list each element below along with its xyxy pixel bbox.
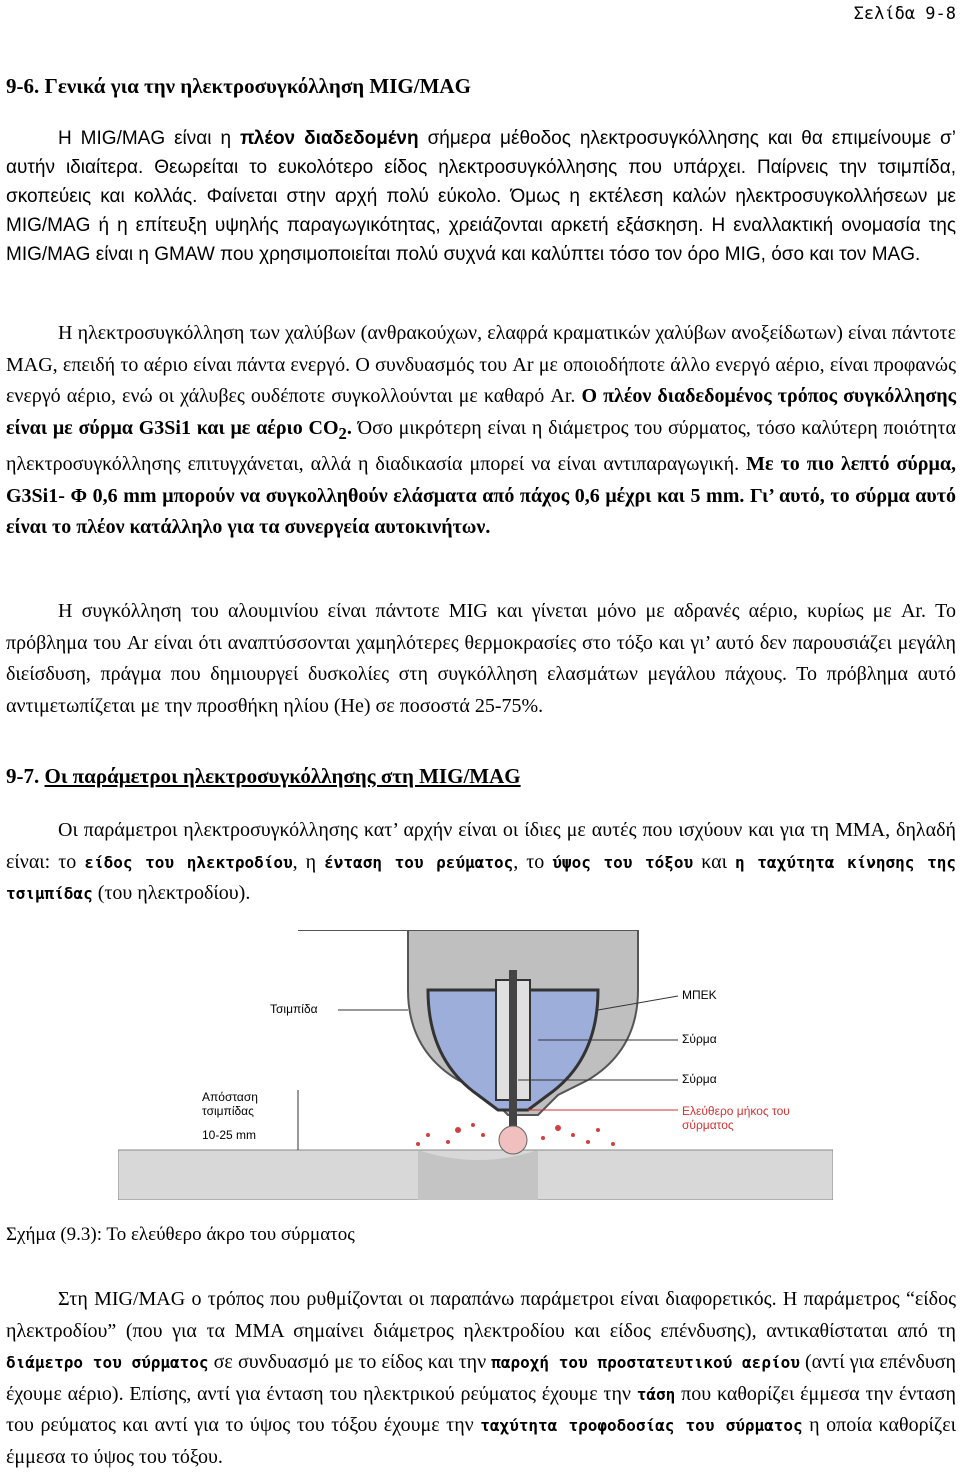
figure-9-3 bbox=[6, 922, 956, 1262]
text-run: , η bbox=[292, 850, 325, 873]
welding-torch-diagram bbox=[118, 930, 833, 1200]
subscript: 2 bbox=[338, 423, 347, 443]
text-run: (αντί για επένδυση έχουμε αέριο). Επίσης, αντί για ένταση του ηλεκτρικού ρεύματος έχουμε την bbox=[6, 1351, 957, 1405]
text-run: η οποία καθορίζει έμμεσα το ύψος του τόξου. bbox=[6, 1414, 956, 1468]
label-sleeve: Σύρμα bbox=[682, 1032, 717, 1046]
label-torch: Τσιμπίδα bbox=[270, 1002, 318, 1016]
section-number: 9-7. bbox=[6, 764, 45, 788]
section-96-paragraph-1 bbox=[6, 124, 956, 269]
section-96-title: 9-6. Γενικά για την ηλεκτροσυγκόλληση MIG/MAG bbox=[6, 74, 471, 98]
emphasis: διάμετρο του σύρματος bbox=[6, 1353, 209, 1372]
text-run: σε συνδυασμό με το είδος και την bbox=[208, 1351, 492, 1373]
emphasis: ένταση του ρεύματος bbox=[324, 852, 514, 872]
text-run: Η συγκόλληση του αλουμινίου είναι πάντοτε MIG και γίνεται μόνο με αδρανές αέριο, κυρίως με Ar. Το πρόβλημα του Ar είναι ότι αναπτύσσονται χαμηλότερες θερμοκρασίες στο τόξο και γι’ αυτό δεν παρουσιάζει μεγάλη διείσδυση, πράγμα που δημιουργεί δυσκολίες στη συγκόλληση ελασμάτων μεγάλου πάχους. Το πρόβλημα αυτό αντιμετωπίζεται με την προσθήκη ηλίου (He) σε ποσοστά 25-75%. bbox=[6, 600, 956, 717]
text-run: Η MIG/MAG είναι η bbox=[58, 128, 240, 149]
section-title-text: Οι παράμετροι ηλεκτροσυγκόλλησης στη MIG/MAG bbox=[44, 764, 521, 788]
emphasis: η ταχύτητα κίνησης της τσιμπίδας bbox=[6, 852, 956, 903]
emphasis: παροχή του προστατευτικού αερίου bbox=[491, 1353, 800, 1372]
label-distance-range: 10-25 mm bbox=[202, 1128, 257, 1142]
emphasis: ύψος του τόξου bbox=[552, 852, 694, 872]
label-free-wire-length: Ελεύθερο μήκος του σύρματος bbox=[682, 1104, 790, 1132]
label-torch-distance: Απόσταση τσιμπίδας bbox=[202, 1090, 258, 1118]
text-run: Η ηλεκτροσυγκόλληση των χαλύβων (ανθρακούχων, ελαφρά κραματικών χαλύβων ανοξείδωτων) είναι πάντοτε MAG, επειδή το αέριο είναι πάντα ενεργό. Ο συνδυασμός του Ar με οποιοδήποτε άλλο ενεργό αέριο, είναι προφανώς ενεργό αέριο, ενώ οι χάλυβες ουδέποτε συγκολλούνται με καθαρό Ar. bbox=[6, 322, 956, 407]
emphasis: ταχύτητα τροφοδοσίας του σύρματος bbox=[480, 1416, 803, 1435]
emphasis: είδος του ηλεκτροδίου bbox=[84, 852, 293, 872]
text-run: , το bbox=[513, 850, 553, 873]
text-run: Στη MIG/MAG ο τρόπος που ρυθμίζονται οι παραπάνω παράμετροι είναι διαφορετικός. Η παράμετρος “είδος ηλεκτροδίου” (που για τα MMA σημαίνει διάμετρος ηλεκτροδίου και είδος επένδυσης), αντικαθίσταται από τη bbox=[6, 1288, 956, 1342]
label-mig-nozzle: ΜΠΕΚ bbox=[682, 988, 717, 1002]
text-run: και bbox=[693, 850, 736, 873]
page-number: Σελίδα 9-8 bbox=[853, 4, 956, 24]
label-wire: Σύρμα bbox=[682, 1072, 717, 1086]
text-run: Όσο μικρότερη είναι η διάμετρος του σύρματος, τόσο καλύτερη ποιότητα ηλεκτροσυγκόλλησης επιτυγχάνεται, αλλά η διαδικασία μπορεί να είναι αντιπαραγωγική. bbox=[6, 416, 957, 475]
emphasis: . bbox=[346, 416, 352, 439]
text-run: σήμερα μέθοδος ηλεκτροσυγκόλλησης και θα επιμείνουμε σ’ αυτήν ιδιαίτερα. Θεωρείται το ευκολότερο είδος ηλεκτροσυγκόλλησης που υπάρχει. Παίρνεις την τσιμπίδα, σκοπεύεις και κολλάς. Φαίνεται στην αρχή πολύ εύκολο. Όμως η εκτέλεση καλών ηλεκτροσυγκολλήσεων με MIG/MAG ή η επίτευξη υψηλής παραγωγικότητας, χρειάζονται αρκετή εξάσκηση. Η εναλλακτική ονομασία της MIG/MAG είναι η GMAW που χρησιμοποιείται πολύ συχνά και καλύπτει τόσο τον όρο MIG, όσο και τον MAG. bbox=[6, 128, 956, 265]
section-97-title bbox=[6, 764, 521, 789]
figure-caption: Σχήμα (9.3): Το ελεύθερο άκρο του σύρματος bbox=[6, 1224, 355, 1245]
emphasis: πλέον διαδεδομένη bbox=[239, 128, 419, 149]
emphasis: τάση bbox=[636, 1384, 676, 1404]
section-96-paragraph-2 bbox=[6, 318, 956, 544]
section-96-paragraph-3 bbox=[6, 596, 956, 722]
section-after-paragraph-1 bbox=[6, 1284, 956, 1473]
text-run: που καθορίζει έμμεσα την ένταση του ρεύματος και αντί για το ύψος του τόξου έχουμε την bbox=[6, 1382, 957, 1436]
text-run: Οι παράμετροι ηλεκτροσυγκόλλησης κατ’ αρχήν είναι οι ίδιες με αυτές που ισχύουν και για τη MMA, δηλαδή είναι: το bbox=[6, 819, 956, 873]
section-97-paragraph-1 bbox=[6, 815, 956, 910]
emphasis: Ο πλέον διαδεδομένος τρόπος συγκόλλησης είναι με σύρμα G3Si1 και με αέριο CO bbox=[6, 385, 957, 439]
emphasis: Με το πιο λεπτό σύρμα, G3Si1- Φ 0,6 mm μπορούν να συγκολληθούν ελάσματα από πάχος 0,6 μέχρι και 5 mm. Γι’ αυτό, το σύρμα αυτό είναι το πλέον κατάλληλο για τα συνεργεία αυτοκινήτων. bbox=[6, 453, 956, 538]
text-run: (του ηλεκτροδίου). bbox=[92, 882, 251, 904]
